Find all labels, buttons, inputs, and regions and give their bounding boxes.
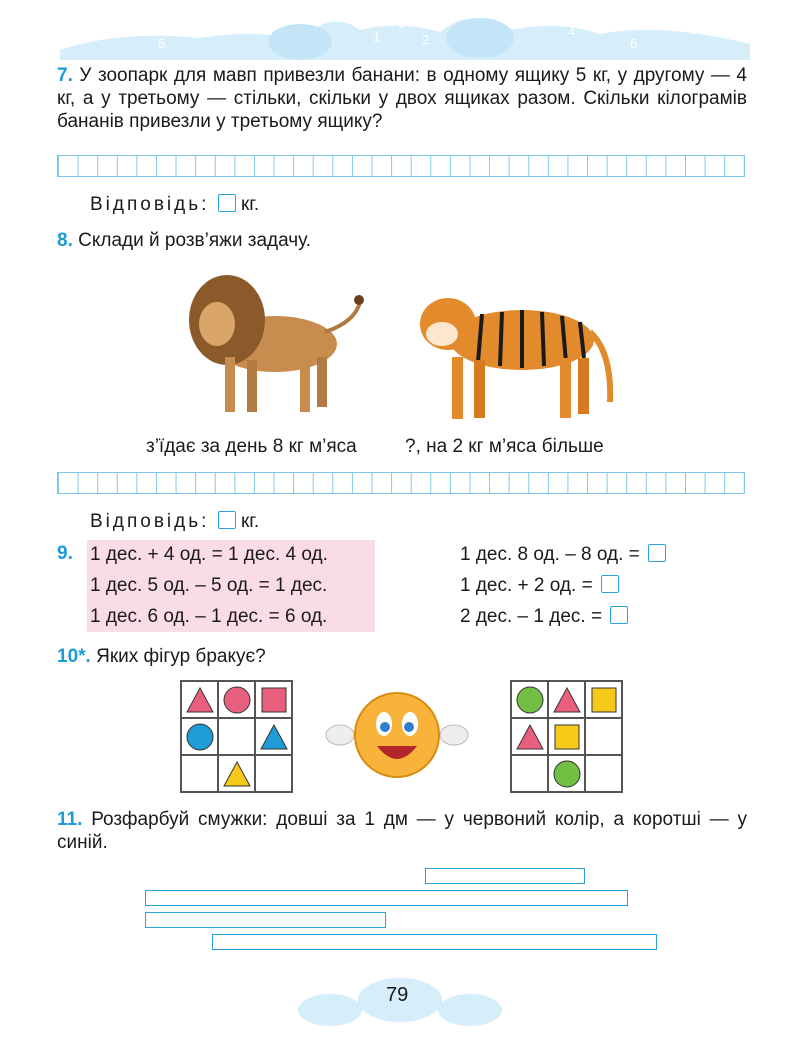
grid-cell: [181, 718, 218, 755]
figure-grid-right: [510, 680, 623, 793]
grid-cell-empty[interactable]: [585, 755, 622, 792]
grid-cell: [218, 755, 255, 792]
equation: [460, 606, 628, 628]
tiger-image: [412, 262, 622, 427]
grid-cell: [255, 681, 292, 718]
writing-grid[interactable]: [57, 155, 745, 177]
circle-icon: [186, 723, 214, 751]
page-number: 79: [386, 984, 409, 1006]
grid-cell: [255, 718, 292, 755]
equation: [460, 575, 619, 597]
header-number: 6: [630, 36, 638, 51]
writing-grid[interactable]: [57, 472, 745, 494]
figure-grid-left: [180, 680, 293, 793]
answer-line: [90, 194, 259, 216]
task-number: 11.: [57, 809, 83, 830]
grid-cell-empty[interactable]: [585, 718, 622, 755]
task-number: 8.: [57, 230, 73, 251]
answer-unit: кг.: [240, 194, 260, 215]
answer-box[interactable]: [218, 194, 236, 212]
equation: [460, 544, 666, 566]
header-number: 2: [422, 32, 430, 47]
strip-1[interactable]: [425, 868, 585, 884]
circle-icon: [223, 686, 251, 714]
square-icon: [554, 724, 580, 750]
grid-cell: [181, 681, 218, 718]
square-icon: [261, 687, 287, 713]
grid-cell: [548, 755, 585, 792]
task-11: [57, 808, 747, 854]
grid-cell: [511, 681, 548, 718]
grid-cell-empty[interactable]: [255, 755, 292, 792]
answer-unit: кг.: [240, 511, 260, 532]
task-text: У зоопарк для мавп привезли банани: в одному ящику 5 кг, у другому — 4 кг, а у третьому — стільки, скільки у двох ящиках разом. Скільки кілограмів бананів привезли у третьому ящику?: [57, 65, 747, 132]
grid-cell-empty[interactable]: [511, 755, 548, 792]
answer-box[interactable]: [610, 606, 628, 624]
answer-box[interactable]: [218, 511, 236, 529]
circle-icon: [553, 760, 581, 788]
task-text: Розфарбуй смужки: довші за 1 дм — у червоний колір, а коротші — у синій.: [57, 809, 748, 853]
task-8: [57, 229, 311, 252]
header-number: 0: [398, 16, 406, 31]
answer-line: [90, 511, 259, 533]
task-number: 10*.: [57, 646, 91, 667]
triangle-icon: [516, 724, 544, 750]
grid-cell-empty[interactable]: [181, 755, 218, 792]
header-number: 3: [222, 22, 230, 37]
header-number: 1: [373, 30, 381, 45]
equation: 1 дес. 6 од. – 1 дес. = 6 од.: [90, 606, 328, 627]
equation: 1 дес. 5 од. – 5 од. = 1 дес.: [90, 575, 328, 596]
strip-3[interactable]: [145, 912, 386, 928]
answer-label: Відповідь:: [90, 511, 210, 532]
grid-cell: [218, 681, 255, 718]
tiger-caption: ?, на 2 кг м’яса більше: [405, 436, 604, 457]
triangle-icon: [186, 687, 214, 713]
equation-text: 1 дес. 8 од. – 8 од. =: [460, 544, 640, 565]
strip-4[interactable]: [212, 934, 657, 950]
smiley-icon: [322, 680, 472, 790]
lion-image: [165, 262, 365, 422]
equation: 1 дес. + 4 од. = 1 дес. 4 од.: [90, 544, 328, 565]
header-number: 4: [568, 24, 576, 39]
lion-caption: з’їдає за день 8 кг м’яса: [146, 436, 357, 457]
grid-cell-empty[interactable]: [218, 718, 255, 755]
task-text: Склади й розв’яжи задачу.: [78, 230, 312, 251]
triangle-icon: [223, 761, 251, 787]
header-number: 8: [690, 22, 698, 37]
answer-box[interactable]: [648, 544, 666, 562]
task-number: 7.: [57, 65, 73, 86]
task-10: [57, 645, 266, 668]
equation-text: 1 дес. + 2 од. =: [460, 575, 593, 596]
circle-icon: [516, 686, 544, 714]
grid-cell: [548, 718, 585, 755]
answer-label: Відповідь:: [90, 194, 210, 215]
grid-cell: [511, 718, 548, 755]
grid-cell: [585, 681, 622, 718]
triangle-icon: [553, 687, 581, 713]
header-number: 5: [158, 36, 166, 51]
task-number: 9.: [57, 543, 73, 564]
answer-box[interactable]: [601, 575, 619, 593]
task-text: Яких фігур бракує?: [96, 646, 266, 667]
strip-2[interactable]: [145, 890, 628, 906]
equation-text: 2 дес. – 1 дес. =: [460, 606, 603, 627]
triangle-icon: [260, 724, 288, 750]
square-icon: [591, 687, 617, 713]
header-number: 7: [108, 20, 116, 35]
task-7: [57, 64, 747, 133]
grid-cell: [548, 681, 585, 718]
